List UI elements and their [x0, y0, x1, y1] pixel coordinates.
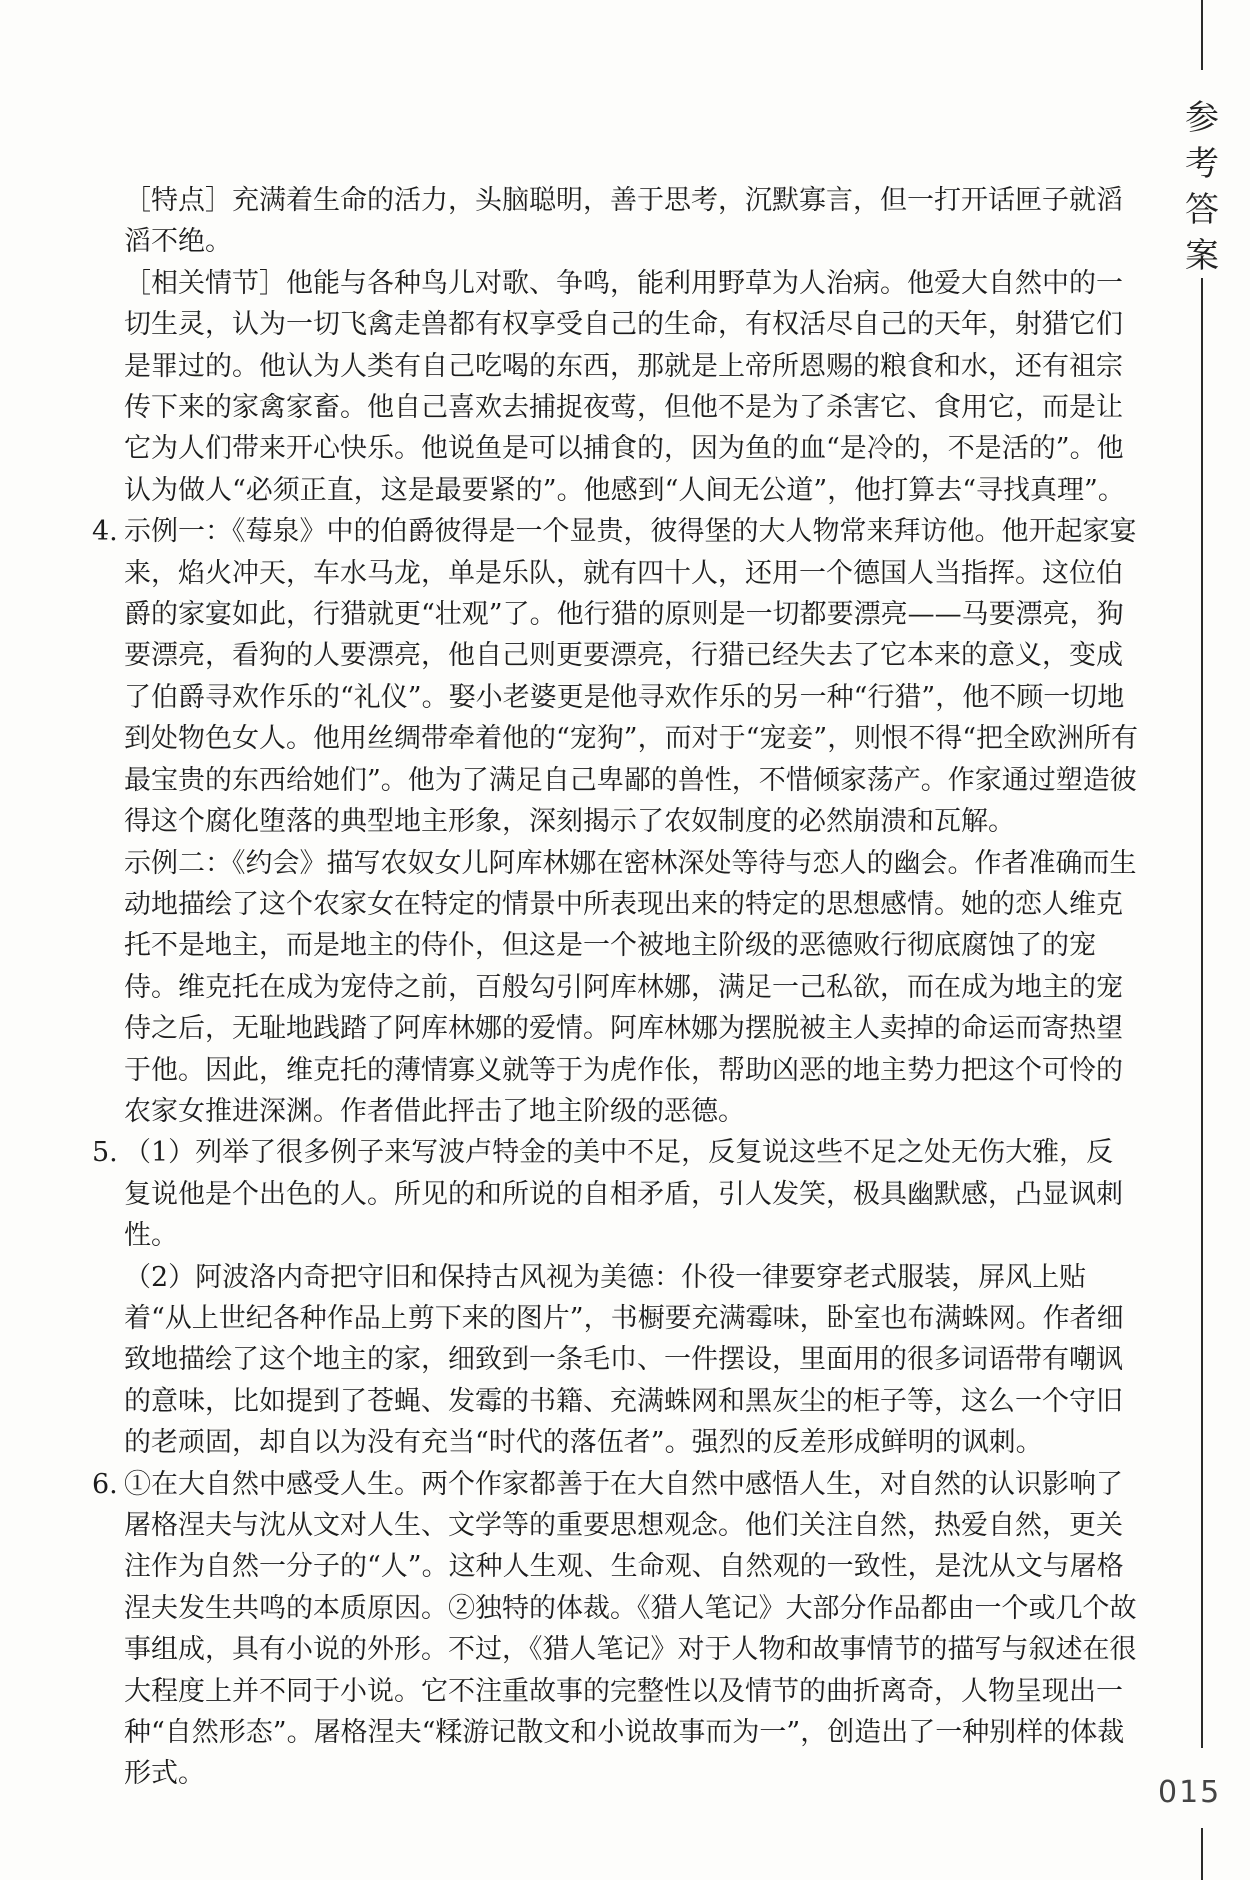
answer-block-intro: [92, 180, 1140, 511]
sidebar-title-char: 答: [1185, 190, 1219, 230]
sidebar-title-reference-answers: [1172, 95, 1232, 279]
question-number: 4.: [92, 516, 118, 548]
paragraph-example-two: 示例二：《约会》描写农奴女儿阿库林娜在密林深处等待与恋人的幽会。作者准确而生动地描绘了这个农家女在特定的情景中所表现出来的特定的思想感情。她的恋人维克托不是地主，而是地主的侍仆，但这是一个被地主阶级的恶德败行彻底腐蚀了的宠侍。维克托在成为宠侍之前，百般勾引阿库林娜，满足一己私欲，而在成为地主的宠侍之后，无耻地践踏了阿库林娜的爱情。阿库林娜为摆脱被主人卖掉的命运而寄热望于他。因此，维克托的薄情寡义就等于为虎作伥，帮助凶恶的地主势力把这个可怜的农家女推进深渊。作者借此抨击了地主阶级的恶德。: [124, 847, 1137, 1127]
question-number: 5.: [92, 1137, 118, 1169]
paragraph-part-2: （2）阿波洛内奇把守旧和保持古风视为美德：仆役一律要穿老式服装，屏风上贴着“从上世纪各种作品上剪下来的图片”，书橱要充满霉味，卧室也布满蛛网。作者细致地描绘了这个地主的家，细致到一条毛巾、一件摆设，里面用的很多词语带有嘲讽的意味，比如提到了苍蝇、发霉的书籍、充满蛛网和黑灰尘的柜子等，这么一个守旧的老顽固，却自以为没有充当“时代的落伍者”。强烈的反差形成鲜明的讽刺。: [124, 1261, 1124, 1459]
paragraph-example-one: 示例一：《莓泉》中的伯爵彼得是一个显贵，彼得堡的大人物常来拜访他。他开起家宴来，焰火冲天，车水马龙，单是乐队，就有四十人，还用一个德国人当指挥。这位伯爵的家宴如此，行猎就更“壮观”了。他行猎的原则是一切都要漂亮——马要漂亮，狗要漂亮，看狗的人要漂亮，他自己则更要漂亮，行猎已经失去了它本来的意义，变成了伯爵寻欢作乐的“礼仪”。娶小老婆更是他寻欢作乐的另一种“行猎”，他不顾一切地到处物色女人。他用丝绸带牵着他的“宠狗”，而对于“宠妾”，则恨不得“把全欧洲所有最宝贵的东西给她们”。他为了满足自己卑鄙的兽性，不惜倾家荡产。作家通过塑造彼得这个腐化堕落的典型地主形象，深刻揭示了农奴制度的必然崩溃和瓦解。: [124, 516, 1139, 838]
top-rule-line: [1201, 0, 1203, 70]
paragraph-part-1: （1）列举了很多例子来写波卢特金的美中不足，反复说这些不足之处无伤大雅，反复说他是个出色的人。所见的和所说的自相矛盾，引人发笑，极具幽默感，凸显讽刺性。: [124, 1137, 1123, 1252]
bottom-rule-line: [1201, 1828, 1203, 1880]
sidebar-title-char: 参: [1185, 98, 1219, 138]
answer-content: [92, 180, 1140, 1795]
paragraph-comparison: ①在大自然中感受人生。两个作家都善于在大自然中感悟人生，对自然的认识影响了屠格涅夫与沈从文对人生、文学等的重要思想观念。他们关注自然，热爱自然，更关注作为自然一分子的“人”。这种人生观、生命观、自然观的一致性，是沈从文与屠格涅夫发生共鸣的本质原因。②独特的体裁。《猎人笔记》大部分作品都由一个或几个故事组成，具有小说的外形。不过，《猎人笔记》对于人物和故事情节的描写与叙述在很大程度上并不同于小说。它不注重故事的完整性以及情节的曲折离奇，人物呈现出一种“自然形态”。屠格涅夫“糅游记散文和小说故事而为一”，创造出了一种别样的体裁形式。: [124, 1468, 1137, 1790]
question-number: 6.: [92, 1468, 118, 1500]
page-number: 015: [1158, 1775, 1222, 1810]
paragraph-features: ［特点］充满着生命的活力，头脑聪明，善于思考，沉默寡言，但一打开话匣子就滔滔不绝。: [124, 185, 1123, 258]
sidebar-title-char: 案: [1185, 236, 1219, 276]
answer-block-6: [92, 1464, 1140, 1795]
middle-rule-line: [1201, 278, 1203, 1748]
sidebar-title-char: 考: [1185, 144, 1219, 184]
paragraph-related-plot: ［相关情节］他能与各种鸟儿对歌、争鸣，能利用野草为人治病。他爱大自然中的一切生灵，认为一切飞禽走兽都有权享受自己的生命，有权活尽自己的天年，射猎它们是罪过的。他认为人类有自己吃喝的东西，那就是上帝所恩赐的粮食和水，还有祖宗传下来的家禽家畜。他自己喜欢去捕捉夜莺，但他不是为了杀害它、食用它，而是让它为人们带来开心快乐。他说鱼是可以捕食的，因为鱼的血“是冷的，不是活的”。他认为做人“必须正直，这是最要紧的”。他感到“人间无公道”，他打算去“寻找真理”。: [124, 267, 1125, 506]
answer-block-5: [92, 1132, 1140, 1463]
answer-block-4: [92, 511, 1140, 1132]
